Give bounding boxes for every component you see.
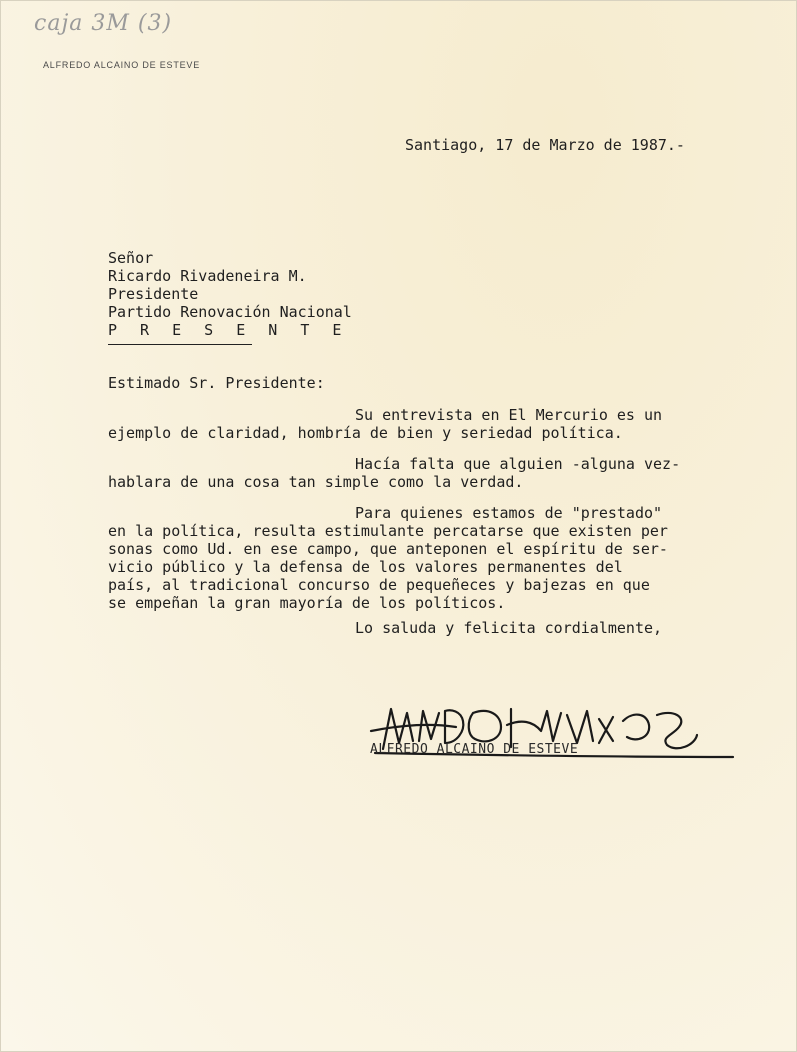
paragraph-1-line-2: ejemplo de claridad, hombría de bien y seriedad política. [108,424,623,442]
greeting: Estimado Sr. Presidente: [108,374,325,392]
recipient-name: Ricardo Rivadeneira M. [108,267,307,285]
paragraph-3-line-1: Para quienes estamos de "prestado" [355,504,663,522]
paragraph-2-line-1: Hacía falta que alguien -alguna vez- [355,455,681,473]
address-divider [108,344,252,345]
archive-handwritten-note: caja 3M (3) [34,11,173,36]
paragraph-3-line-6: se empeñan la gran mayoría de los políticos. [108,594,506,612]
paragraph-3-line-5: país, al tradicional concurso de pequeñeces y bajezas en que [108,576,650,594]
paragraph-2-line-2: hablara de una cosa tan simple como la verdad. [108,473,524,491]
recipient-salutation-title: Señor [108,249,154,267]
recipient-position: Presidente [108,285,199,303]
closing-line: Lo saluda y felicita cordialmente, [355,619,663,637]
date-line: Santiago, 17 de Marzo de 1987.- [405,136,685,154]
paragraph-3-line-3: sonas como Ud. en ese campo, que anteponen el espíritu de ser- [108,540,668,558]
letterhead: ALFREDO ALCAINO DE ESTEVE [43,60,201,70]
paragraph-3-line-4: vicio público y la defensa de los valores permanentes del [108,558,623,576]
recipient-organization: Partido Renovación Nacional [108,303,352,321]
paragraph-1-line-1: Su entrevista en El Mercurio es un [355,406,663,424]
handwritten-signature [361,691,741,771]
signer-name: ALFREDO ALCAINO DE ESTEVE [370,742,579,757]
paragraph-3-line-2: en la política, resulta estimulante percatarse que existen per [108,522,668,540]
recipient-presente: P R E S E N T E [108,321,349,339]
